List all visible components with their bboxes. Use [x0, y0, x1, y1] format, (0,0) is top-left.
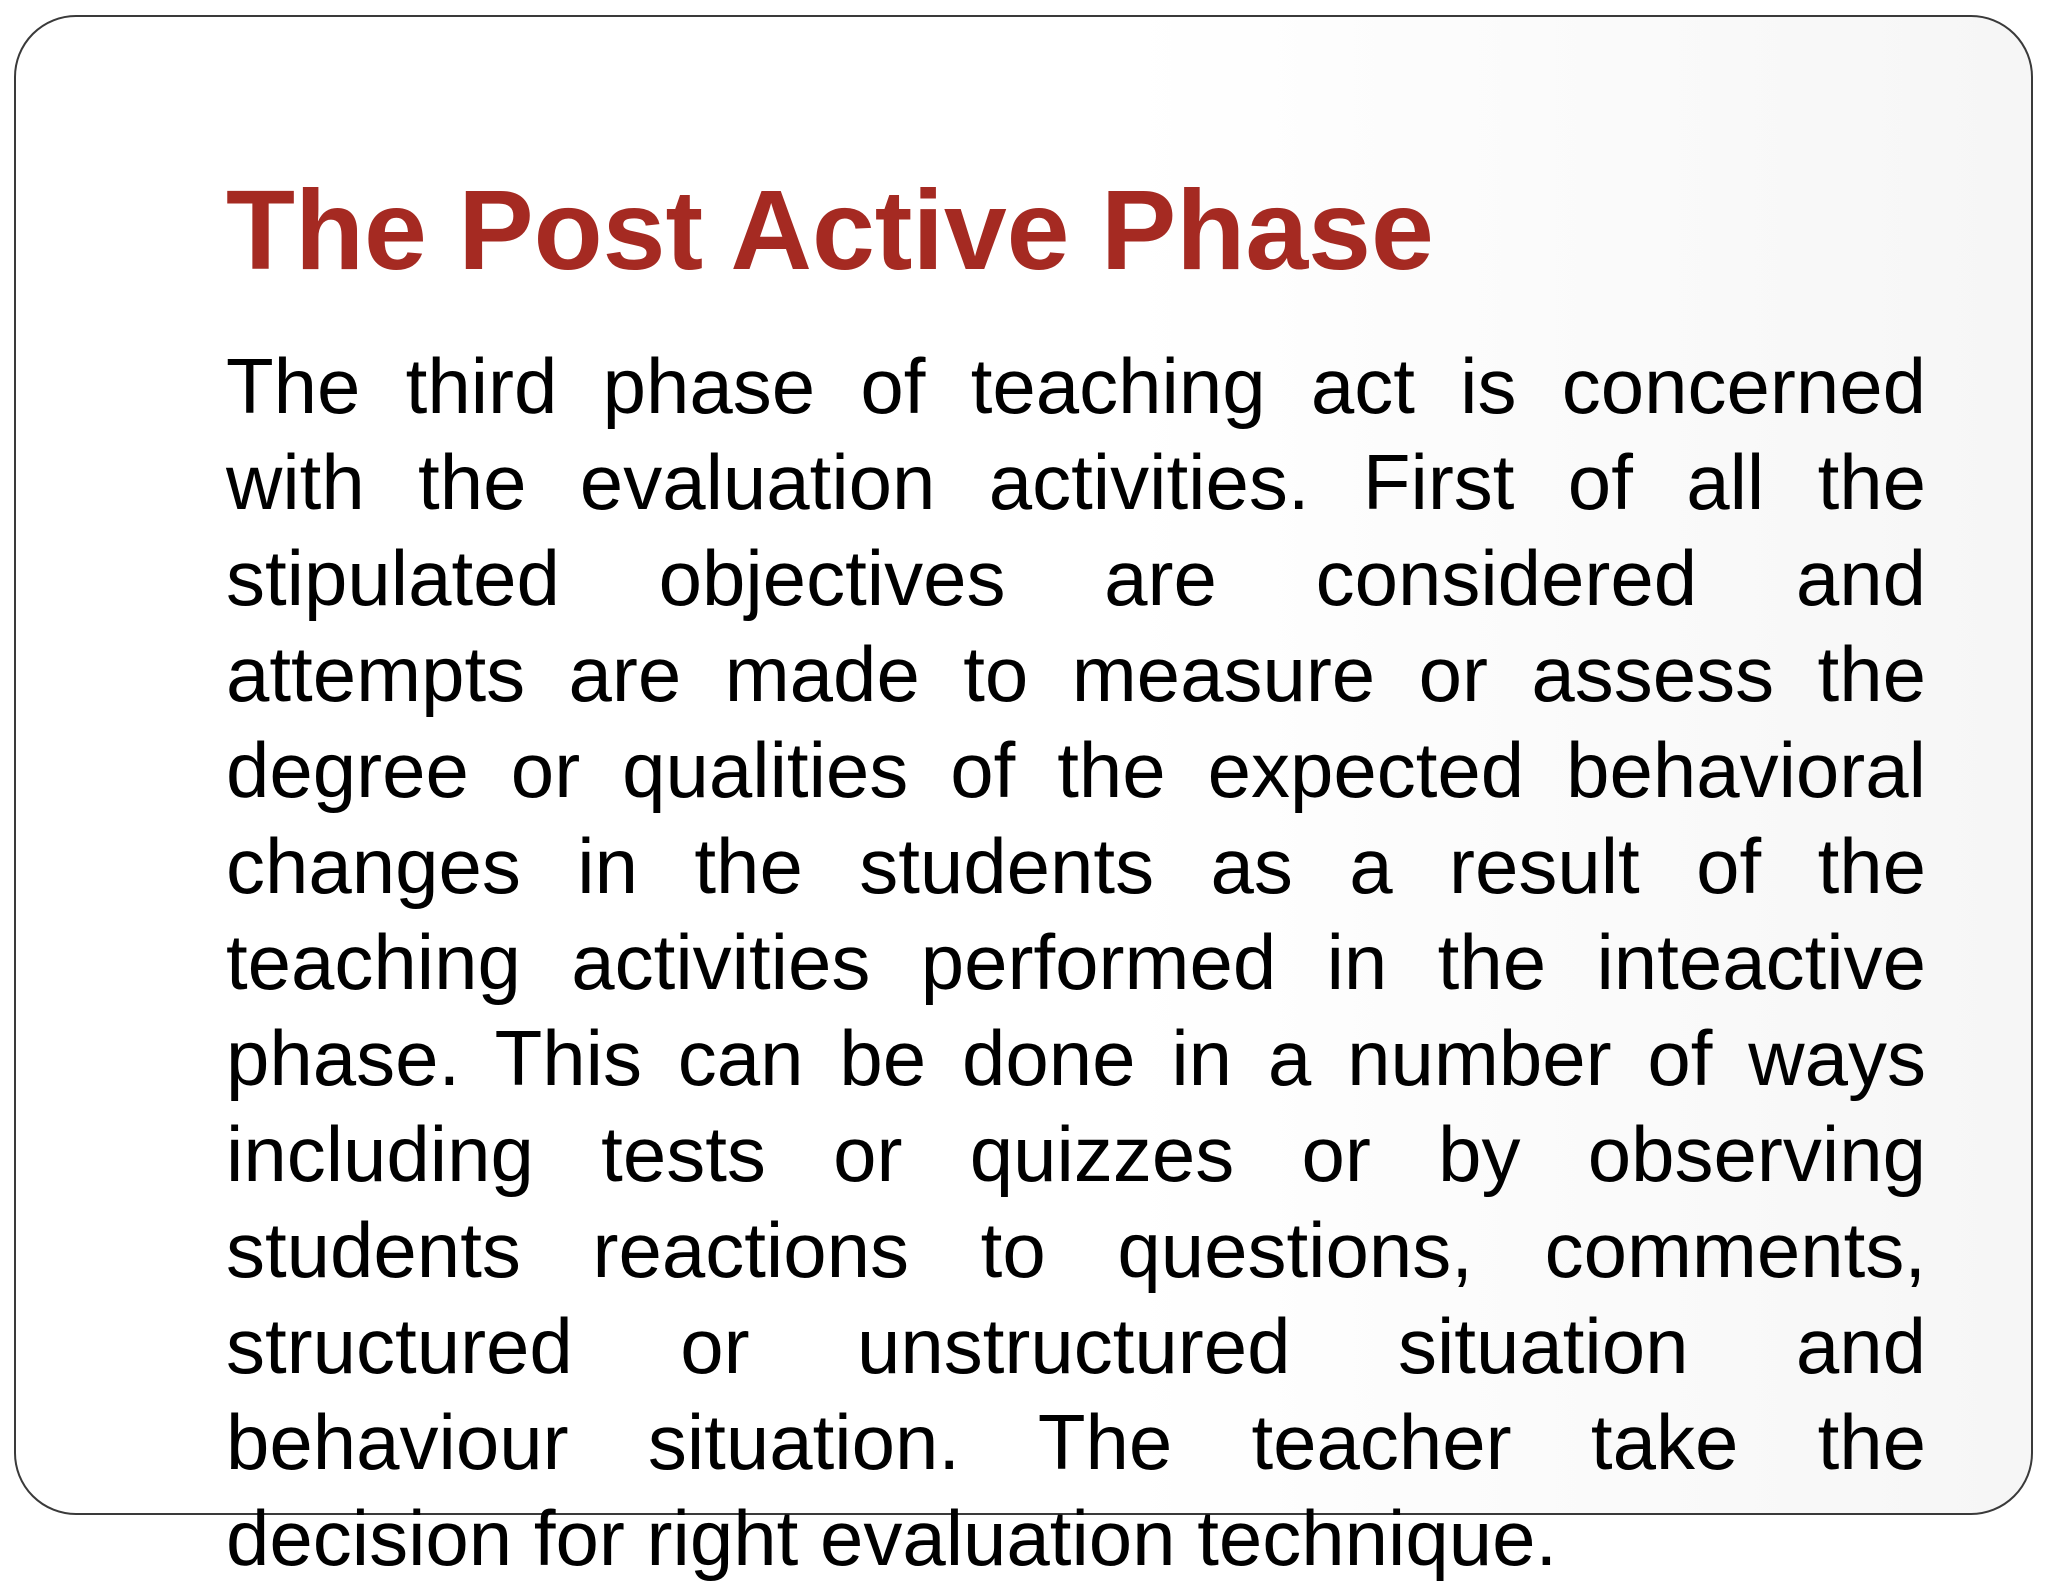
body-line: including tests or quizzes or by observing	[226, 1110, 1926, 1198]
body-line: structured or unstructured situation and	[226, 1302, 1926, 1390]
body-line: degree or qualities of the expected behavioral	[226, 726, 1926, 814]
slide-title: The Post Active Phase	[226, 167, 1434, 293]
body-line: stipulated objectives are considered and	[226, 534, 1926, 622]
body-line: behaviour situation. The teacher take the	[226, 1398, 1926, 1486]
body-line: with the evaluation activities. First of all the	[226, 438, 1926, 526]
body-line: attempts are made to measure or assess the	[226, 630, 1926, 718]
slide-body-text	[226, 338, 1926, 1586]
body-line: changes in the students as a result of the	[226, 822, 1926, 910]
body-line: phase. This can be done in a number of ways	[226, 1014, 1926, 1102]
body-line: teaching activities performed in the inteactive	[226, 918, 1926, 1006]
body-line: students reactions to questions, comments,	[226, 1206, 1926, 1294]
body-line: The third phase of teaching act is concerned	[226, 342, 1926, 430]
body-line: decision for right evaluation technique.	[226, 1494, 1558, 1582]
